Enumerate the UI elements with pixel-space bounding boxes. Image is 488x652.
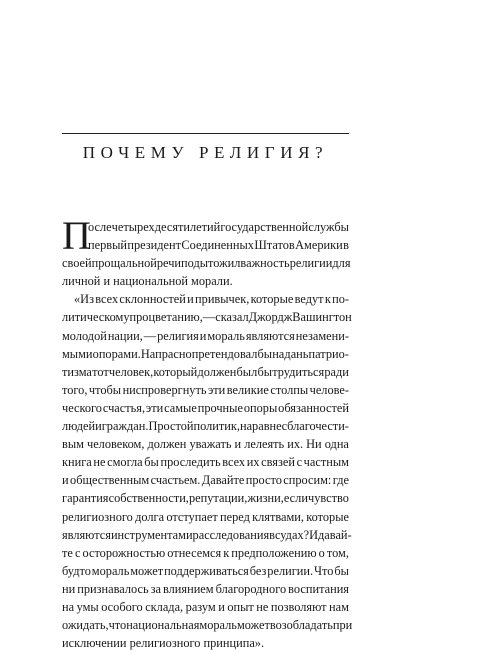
text-line: литическому процветанию, — сказал Джордж Вашингтон [62,310,352,325]
text-line: ожидать, что национальная мораль может возобладать при [62,618,353,633]
text-line: исключении религиозного принципа». [62,636,265,651]
text-line: мыми опорами. Напрасно претендовал бы на дань патрио- [62,346,349,361]
text-line: личной и национальной морали. [62,274,233,289]
text-line: ни признавалось за влиянием благородного воспитания [62,581,349,596]
text-line: первый президент Соединенных Штатов Америки в [88,238,349,253]
body-text [62,213,353,652]
text-line: на умы особого склада, разум и опыт не позволяют нам [62,599,349,614]
text-line: людей и граждан. Простой политик, наравне с благочести- [62,419,349,434]
text-line: будто мораль может поддерживаться без религии. Что бы [62,563,349,578]
text-line: религиозного долга отступает перед клятвами, которые [62,509,349,524]
text-line: ческого счастья, эти самые прочные опоры обязанностей [62,400,349,415]
text-line: те с осторожностью отнесемся к предположению о том, [62,545,349,560]
text-line: и общественным счастьем. Давайте просто спросим: где [62,473,349,488]
paragraph [62,290,353,652]
text-line: тизма тот человек, который должен был бы трудиться ради [62,364,349,379]
text-line: вым человеком, должен уважать и лелеять их. Ни одна [62,437,349,452]
text-line: являются инструментами расследования в судах? И давай- [62,527,352,542]
text-line: «Из всех склонностей и привычек, которые ведут к по- [74,292,349,307]
text-line: своей прощальной речи подытожил важность религии для [62,256,351,271]
chapter-title: ПОЧЕМУ РЕЛИГИЯ? [82,143,329,162]
text-line: гарантия собственности, репутации, жизни, если чувство [62,491,349,506]
text-line: книга не смогла бы проследить всех их связей с частным [62,455,349,470]
drop-cap: П [62,213,91,258]
text-line: молодой нации, — религия и мораль являются незамени- [62,328,349,343]
title-rule [62,133,349,134]
text-line: осле четырех десятилетий государственной службы [88,220,349,234]
text-line: того, чтобы ниспровергнуть эти великие столпы челове- [62,382,349,397]
